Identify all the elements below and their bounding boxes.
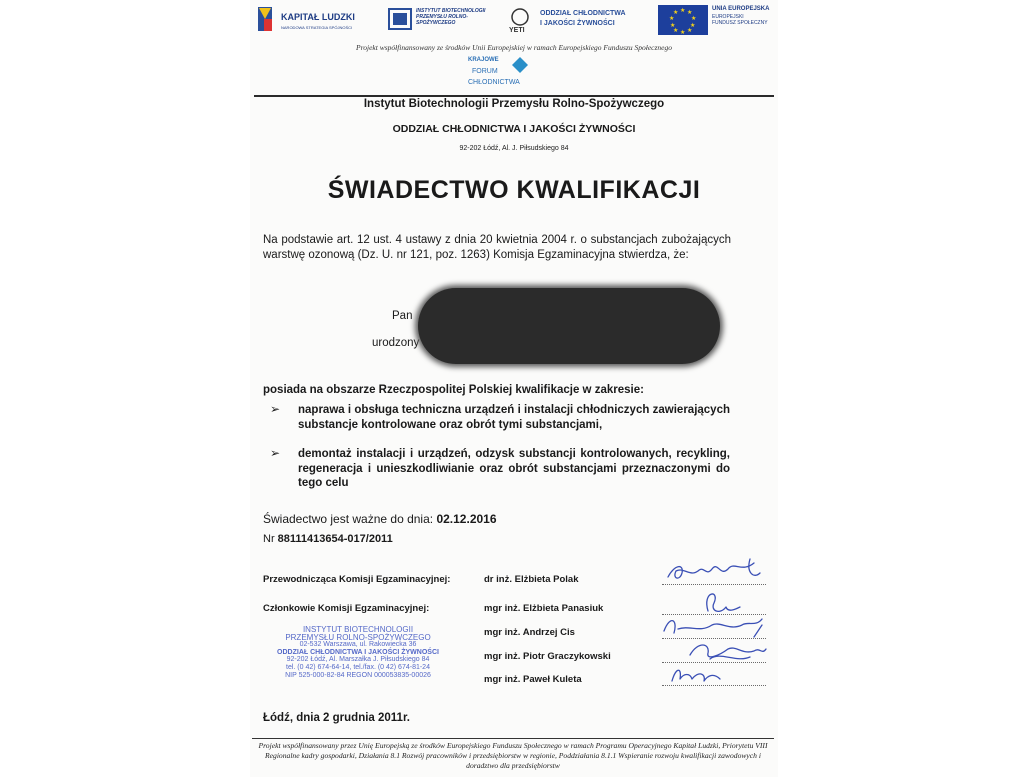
member-name: mgr inż. Elżbieta Panasiuk [484,603,604,614]
oddzial-logo-line1: ODDZIAŁ CHŁODNICTWA [540,10,626,17]
cofinanced-note: Projekt współfinansowany ze środków Unii Europejskiej w ramach Europejskiego Funduszu Społecznego [356,43,672,52]
place-and-date: Łódź, dnia 2 grudnia 2011r. [263,712,410,724]
qualification-item: naprawa i obsługa techniczna urządzeń i instalacji chłodniczych zawierających substancje kontrolowane oraz obrót tymi substancjami, [298,404,730,431]
oddzial-logo [506,5,641,35]
kapital-ludzki-title: KAPITAŁ LUDZKI [281,12,355,22]
forum-line1: KRAJOWE [468,57,499,63]
forum-line2: FORUM [472,68,498,75]
validity-line [263,512,497,526]
member-name: mgr inż. Paweł Kuleta [484,674,582,685]
forum-diamond-icon [512,57,528,73]
institute-name: Instytut Biotechnologii Przemysłu Rolno-Spożywczego [363,98,665,110]
department-name: ODDZIAŁ CHŁODNICTWA I JAKOŚCI ŻYWNOŚCI [392,123,636,135]
stamp-line: ODDZIAŁ CHŁODNICTWA I JAKOŚCI ŻYWNOŚCI [277,648,439,656]
eu-label-line1: UNIA EUROPEJSKA [712,6,770,12]
forum-logo [468,55,548,91]
stamp-line: 92-202 Łódź, Al. Marszałka J. Piłsudskiego 84 [286,656,430,664]
born-label: urodzony [372,337,420,349]
legal-basis-text: Na podstawie art. 12 ust. 4 ustawy z dnia 20 kwietnia 2004 r. o substancjach zubożających warstwę ozonową (Dz. U. nr 121, poz. 1263) Komisja Egzaminacyjna stwierdza, że: [263,234,731,261]
signature-member [690,645,766,659]
footer-note: Projekt współfinansowany przez Unię Europejską ze środków Europejskiego Funduszu Społecznego w ramach Programu Operacyjnego Kapitał Ludzki, Priorytetu VIII Regionalne kadry gospodarki, Działania 8.1 Rozwój pracowników i przedsiębiorstw w regionie, Poddziałania 8.1.1 Wspieranie rozwoju kwalifikacji zawodowych i doradztwo dla przedsiębiorstw [258,741,768,770]
ibprs-emblem-icon [388,8,412,30]
qualification-item: demontaż instalacji i urządzeń, odzysk substancji kontrolowanych, recykling, regeneracja i unieszkodliwianie oraz obrót substancjami przeznaczonymi do tego celu [298,448,730,489]
signature-chair [668,559,760,578]
person-label: Pan [392,310,413,322]
chair-label: Przewodnicząca Komisji Egzaminacyjnej: [263,574,451,585]
eu-label-line3: FUNDUSZ SPOŁECZNY [712,20,768,26]
eu-flag-icon: ★ ★ ★ ★ ★ ★ ★ ★ ★ ★ [658,5,708,35]
kapital-ludzki-emblem-icon [256,5,276,33]
arrow-bullet-icon: ➢ [270,446,281,460]
chair-name: dr inż. Elżbieta Polak [484,574,579,585]
certificate-title: ŚWIADECTWO KWALIFIKACJI [327,176,701,204]
redacted-personal-data [418,288,720,364]
qualifications-intro: posiada na obszarze Rzeczpospolitej Polskiej kwalifikacje w zakresie: [263,384,644,396]
certificate-number: 88111413654-017/2011 [277,533,393,545]
members-label: Członkowie Komisji Egzaminacyjnej: [263,603,430,614]
svg-text:YETI: YETI [509,27,525,33]
kapital-ludzki-logo [256,4,364,34]
oddzial-logo-line2: I JAKOŚCI ŻYWNOŚCI [540,20,615,27]
stamp-line: INSTYTUT BIOTECHNOLOGII [302,625,414,634]
member-name: mgr inż. Piotr Graczykowski [484,651,611,662]
stamp-line: PRZEMYSŁU ROLNO-SPOŻYWCZEGO [285,632,431,642]
signature-member [707,594,740,611]
institute-address: 92-202 Łódź, Al. J. Piłsudskiego 84 [459,145,569,152]
certificate-number-line [263,533,393,545]
ibprs-logo [388,6,496,34]
signature-member [672,670,720,681]
eu-label-line2: EUROPEJSKI [712,14,744,20]
footer-divider [252,738,774,739]
signature-member [664,619,762,637]
kapital-ludzki-subtitle: NARODOWA STRATEGIA SPÓJNOŚCI [281,25,353,30]
forum-line3: CHŁODNICTWA [468,79,520,86]
member-name: mgr inż. Andrzej Cis [484,627,575,638]
header-divider [254,95,774,97]
institute-stamp [277,626,439,698]
stamp-line: NIP 525-000-82-84 REGON 000053835-00026 [285,671,431,679]
signatures-overlay [650,555,770,695]
ibprs-logo-text: INSTYTUT BIOTECHNOLOGII PRZEMYSŁU ROLNO-SPOŻYWCZEGO [416,8,486,26]
certificate-number-label: Nr [263,533,275,545]
yeti-emblem-icon [506,7,534,33]
eu-label [712,6,778,26]
stamp-line: 02-532 Warszawa, ul. Rakowiecka 36 [299,641,417,649]
validity-label: Świadectwo jest ważne do dnia: [263,512,434,526]
stamp-line: tel. (0 42) 674-64-14, tel./fax. (0 42) 674-81-24 [286,663,430,671]
validity-date: 02.12.2016 [436,512,497,526]
arrow-bullet-icon: ➢ [270,402,281,416]
